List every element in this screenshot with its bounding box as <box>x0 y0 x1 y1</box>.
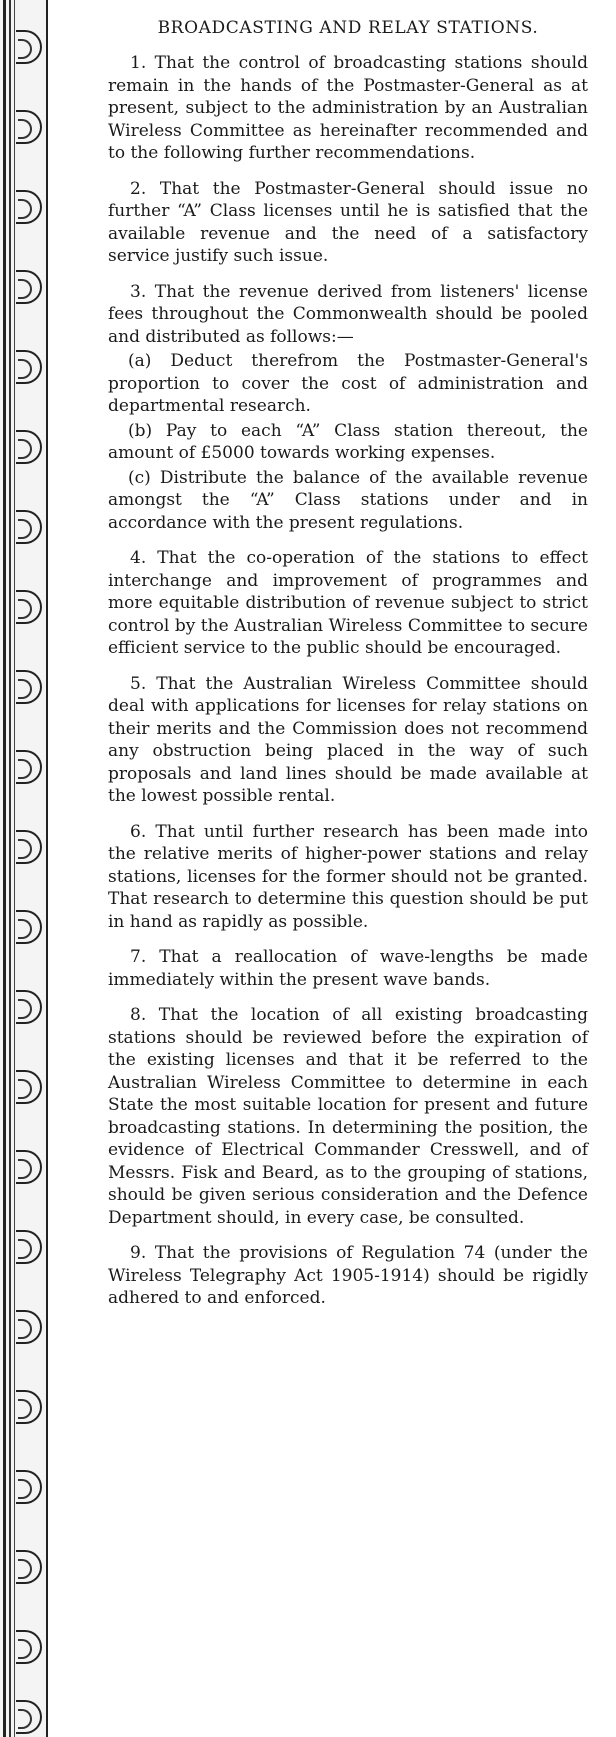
scroll-ornament-icon <box>16 110 42 144</box>
scroll-ornament-icon <box>16 1390 42 1424</box>
recommendation-5: 5. That the Australian Wireless Committee should deal with applications for licenses for relay stations on their merits and the Commission does not recommend any obstruction being placed in the way of such proposals and land lines should be made available at the lowest possible rental. <box>108 673 588 806</box>
recommendation-3-subitem-b: (b) Pay to each “A” Class station thereout, the amount of £5000 towards working expenses. <box>108 420 588 463</box>
recommendation-3: 3. That the revenue derived from listeners' license fees throughout the Commonwealth should be pooled and distributed as follows:— <box>108 281 588 347</box>
scroll-ornament-icon <box>16 670 42 704</box>
scroll-ornament-icon <box>16 1470 42 1504</box>
scroll-ornament-icon <box>16 190 42 224</box>
scroll-ornament-icon <box>16 990 42 1024</box>
scroll-ornament-icon <box>16 30 42 64</box>
scroll-ornament-icon <box>16 1700 42 1734</box>
scroll-ornament-icon <box>16 1230 42 1264</box>
article <box>108 18 588 1323</box>
scroll-ornament-icon <box>16 1550 42 1584</box>
scroll-ornament-icon <box>16 1630 42 1664</box>
decorative-column-border <box>0 0 48 1737</box>
recommendation-2: 2. That the Postmaster-General should issue no further “A” Class licenses until he is satisfied that the available revenue and the need of a satisfactory service justify such issue. <box>108 178 588 266</box>
recommendation-3-subitem-a: (a) Deduct therefrom the Postmaster-General's proportion to cover the cost of administration and departmental research. <box>108 351 588 416</box>
scroll-ornament-icon <box>16 1070 42 1104</box>
recommendation-3-subitem-c: (c) Distribute the balance of the available revenue amongst the “A” Class stations under and in accordance with the present regulations. <box>108 467 588 533</box>
recommendation-6: 6. That until further research has been made into the relative merits of higher-power stations and relay stations, licenses for the former should not be granted. That research to determine this question should be put in hand as rapidly as possible. <box>108 821 588 932</box>
border-rail <box>3 0 6 1737</box>
scroll-ornament-icon <box>16 1310 42 1344</box>
recommendation-4: 4. That the co-operation of the stations to effect interchange and improvement of programmes and more equitable distribution of revenue subject to strict control by the Australian Wireless Committee to secure efficient service to the public should be encouraged. <box>108 548 588 658</box>
recommendation-1: 1. That the control of broadcasting stations should remain in the hands of the Postmaster-General as at present, subject to the administration by an Australian Wireless Committee as hereinafter recommended and to the following further recommendations. <box>108 53 588 163</box>
scroll-ornament-icon <box>16 270 42 304</box>
recommendation-7: 7. That a reallocation of wave-lengths be made immediately within the present wave bands. <box>108 947 588 990</box>
border-rail <box>9 0 11 1737</box>
scroll-ornament-icon <box>16 350 42 384</box>
scroll-ornament-icon <box>16 430 42 464</box>
scroll-ornament-icon <box>16 910 42 944</box>
scroll-ornament-icon <box>16 750 42 784</box>
article-title: BROADCASTING AND RELAY STATIONS. <box>157 18 539 38</box>
border-rail <box>14 0 15 1737</box>
recommendation-8: 8. That the location of all existing broadcasting stations should be reviewed before the expiration of the existing licenses and that it be referred to the Australian Wireless Committee to determine in each State the most suitable location for present and future broadcasting stations. In determining the position, the evidence of Electrical Commander Cresswell, and of Messrs. Fisk and Beard, as to the grouping of stations, should be given serious consideration and the Defence Department should, in every case, be consulted. <box>108 1005 588 1228</box>
scroll-ornament-icon <box>16 590 42 624</box>
scroll-ornament-icon <box>16 510 42 544</box>
scroll-ornament-icon <box>16 1150 42 1184</box>
recommendation-9: 9. That the provisions of Regulation 74 (under the Wireless Telegraphy Act 1905-1914) should be rigidly adhered to and enforced. <box>108 1243 588 1308</box>
scroll-ornament-icon <box>16 830 42 864</box>
